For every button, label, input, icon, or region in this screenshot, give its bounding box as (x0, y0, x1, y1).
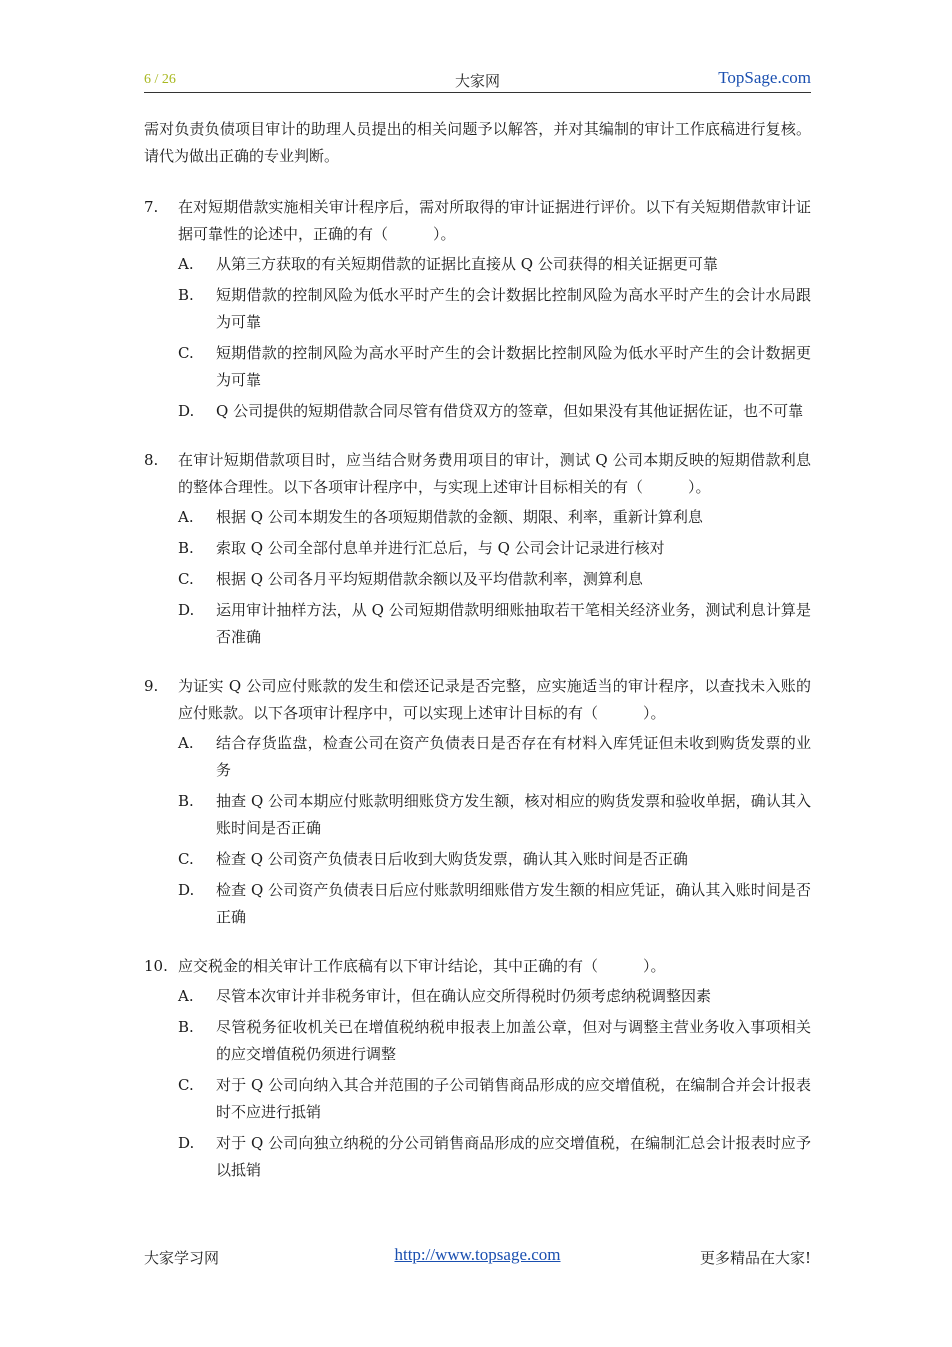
option-letter: B. (178, 286, 194, 304)
option-text: 根据 Q 公司各月平均短期借款余额以及平均借款利率，测算利息 (216, 570, 643, 588)
question-stem: 应交税金的相关审计工作底稿有以下审计结论，其中正确的有（ ）。 (178, 957, 666, 975)
option-text: 从第三方获取的有关短期借款的证据比直接从 Q 公司获得的相关证据更可靠 (216, 255, 718, 273)
option-list (178, 730, 811, 931)
option-letter: A. (178, 734, 194, 752)
header-title: 大家网 (454, 72, 500, 90)
question-stem: 在对短期借款实施相关审计程序后，需对所取得的审计证据进行评价。以下有关短期借款审计证据可靠性的论述中，正确的有（ ）。 (178, 198, 811, 243)
option-letter: D. (178, 402, 195, 420)
option-letter: A. (178, 255, 194, 273)
intro-paragraph: 需对负责负债项目审计的助理人员提出的相关问题予以解答，并对其编制的审计工作底稿进行复核。请代为做出正确的专业判断。 (144, 120, 811, 165)
option-letter: B. (178, 792, 194, 810)
option-text: 检查 Q 公司资产负债表日后应付账款明细账借方发生额的相应凭证，确认其入账时间是否正确 (216, 881, 811, 926)
option-d (178, 398, 811, 425)
option-a (178, 730, 811, 784)
option-b (178, 535, 811, 562)
option-text: 短期借款的控制风险为低水平时产生的会计数据比控制风险为高水平时产生的会计水局跟为可靠 (216, 286, 811, 331)
option-text: 对于 Q 公司向独立纳税的分公司销售商品形成的应交增值税，在编制汇总会计报表时应予以抵销 (216, 1134, 811, 1179)
option-a (178, 504, 811, 531)
option-text: 根据 Q 公司本期发生的各项短期借款的金额、期限、利率，重新计算利息 (216, 508, 703, 526)
option-text: 抽查 Q 公司本期应付账款明细账贷方发生额，核对相应的购货发票和验收单据，确认其入账时间是否正确 (216, 792, 811, 837)
question-number: 10. (144, 957, 168, 975)
footer-url-link[interactable]: http://www.topsage.com (394, 1245, 561, 1264)
option-letter: D. (178, 1134, 195, 1152)
option-letter: B. (178, 1018, 194, 1036)
option-text: 短期借款的控制风险为高水平时产生的会计数据比控制风险为低水平时产生的会计数据更为可靠 (216, 344, 811, 389)
question-number: 7. (144, 198, 159, 216)
header-site-link[interactable]: TopSage.com (718, 68, 811, 87)
footer-site-name: 大家学习网 (144, 1249, 220, 1267)
option-letter: C. (178, 850, 194, 868)
option-letter: C. (178, 344, 194, 362)
footer-tagline: 更多精品在大家! (699, 1249, 811, 1267)
option-a (178, 251, 811, 278)
option-text: 结合存货监盘，检查公司在资产负债表日是否存在有材料入库凭证但未收到购货发票的业务 (216, 734, 811, 779)
option-list (178, 251, 811, 425)
option-letter: D. (178, 881, 195, 899)
option-text: 检查 Q 公司资产负债表日后收到大购货发票，确认其入账时间是否正确 (216, 850, 688, 868)
option-a (178, 983, 811, 1010)
option-letter: C. (178, 570, 194, 588)
option-letter: D. (178, 601, 195, 619)
option-letter: A. (178, 508, 194, 526)
page-content (144, 116, 811, 1206)
option-letter: B. (178, 539, 194, 557)
option-text: 尽管本次审计并非税务审计，但在确认应交所得税时仍须考虑纳税调整因素 (216, 987, 712, 1005)
option-text: 索取 Q 公司全部付息单并进行汇总后，与 Q 公司会计记录进行核对 (216, 539, 665, 557)
option-d (178, 597, 811, 651)
option-c (178, 846, 811, 873)
question-9 (144, 673, 811, 931)
question-number: 8. (144, 451, 159, 469)
question-10 (144, 953, 811, 1184)
option-c (178, 340, 811, 394)
option-b (178, 788, 811, 842)
page-footer (144, 1247, 811, 1271)
option-list (178, 983, 811, 1184)
question-number: 9. (144, 677, 159, 695)
option-letter: C. (178, 1076, 194, 1094)
question-stem: 为证实 Q 公司应付账款的发生和偿还记录是否完整，应实施适当的审计程序，以查找未入账的应付账款。以下各项审计程序中，可以实现上述审计目标的有（ ）。 (178, 677, 811, 722)
option-letter: A. (178, 987, 194, 1005)
page-indicator: 6 / 26 (144, 72, 176, 87)
option-list (178, 504, 811, 651)
option-b (178, 282, 811, 336)
page-header (144, 66, 811, 93)
option-text: 运用审计抽样方法，从 Q 公司短期借款明细账抽取若干笔相关经济业务，测试利息计算是否准确 (216, 601, 811, 646)
question-stem: 在审计短期借款项目时，应当结合财务费用项目的审计，测试 Q 公司本期反映的短期借款利息的整体合理性。以下各项审计程序中，与实现上述审计目标相关的有（ ）。 (178, 451, 811, 496)
option-d (178, 1130, 811, 1184)
option-c (178, 1072, 811, 1126)
question-8 (144, 447, 811, 651)
option-c (178, 566, 811, 593)
question-7 (144, 194, 811, 425)
option-text: Q 公司提供的短期借款合同尽管有借贷双方的签章，但如果没有其他证据佐证，也不可靠 (216, 402, 804, 420)
option-text: 对于 Q 公司向纳入其合并范围的子公司销售商品形成的应交增值税，在编制合并会计报表时不应进行抵销 (216, 1076, 811, 1121)
option-text: 尽管税务征收机关已在增值税纳税申报表上加盖公章，但对与调整主营业务收入事项相关的应交增值税仍须进行调整 (216, 1018, 811, 1063)
option-b (178, 1014, 811, 1068)
option-d (178, 877, 811, 931)
